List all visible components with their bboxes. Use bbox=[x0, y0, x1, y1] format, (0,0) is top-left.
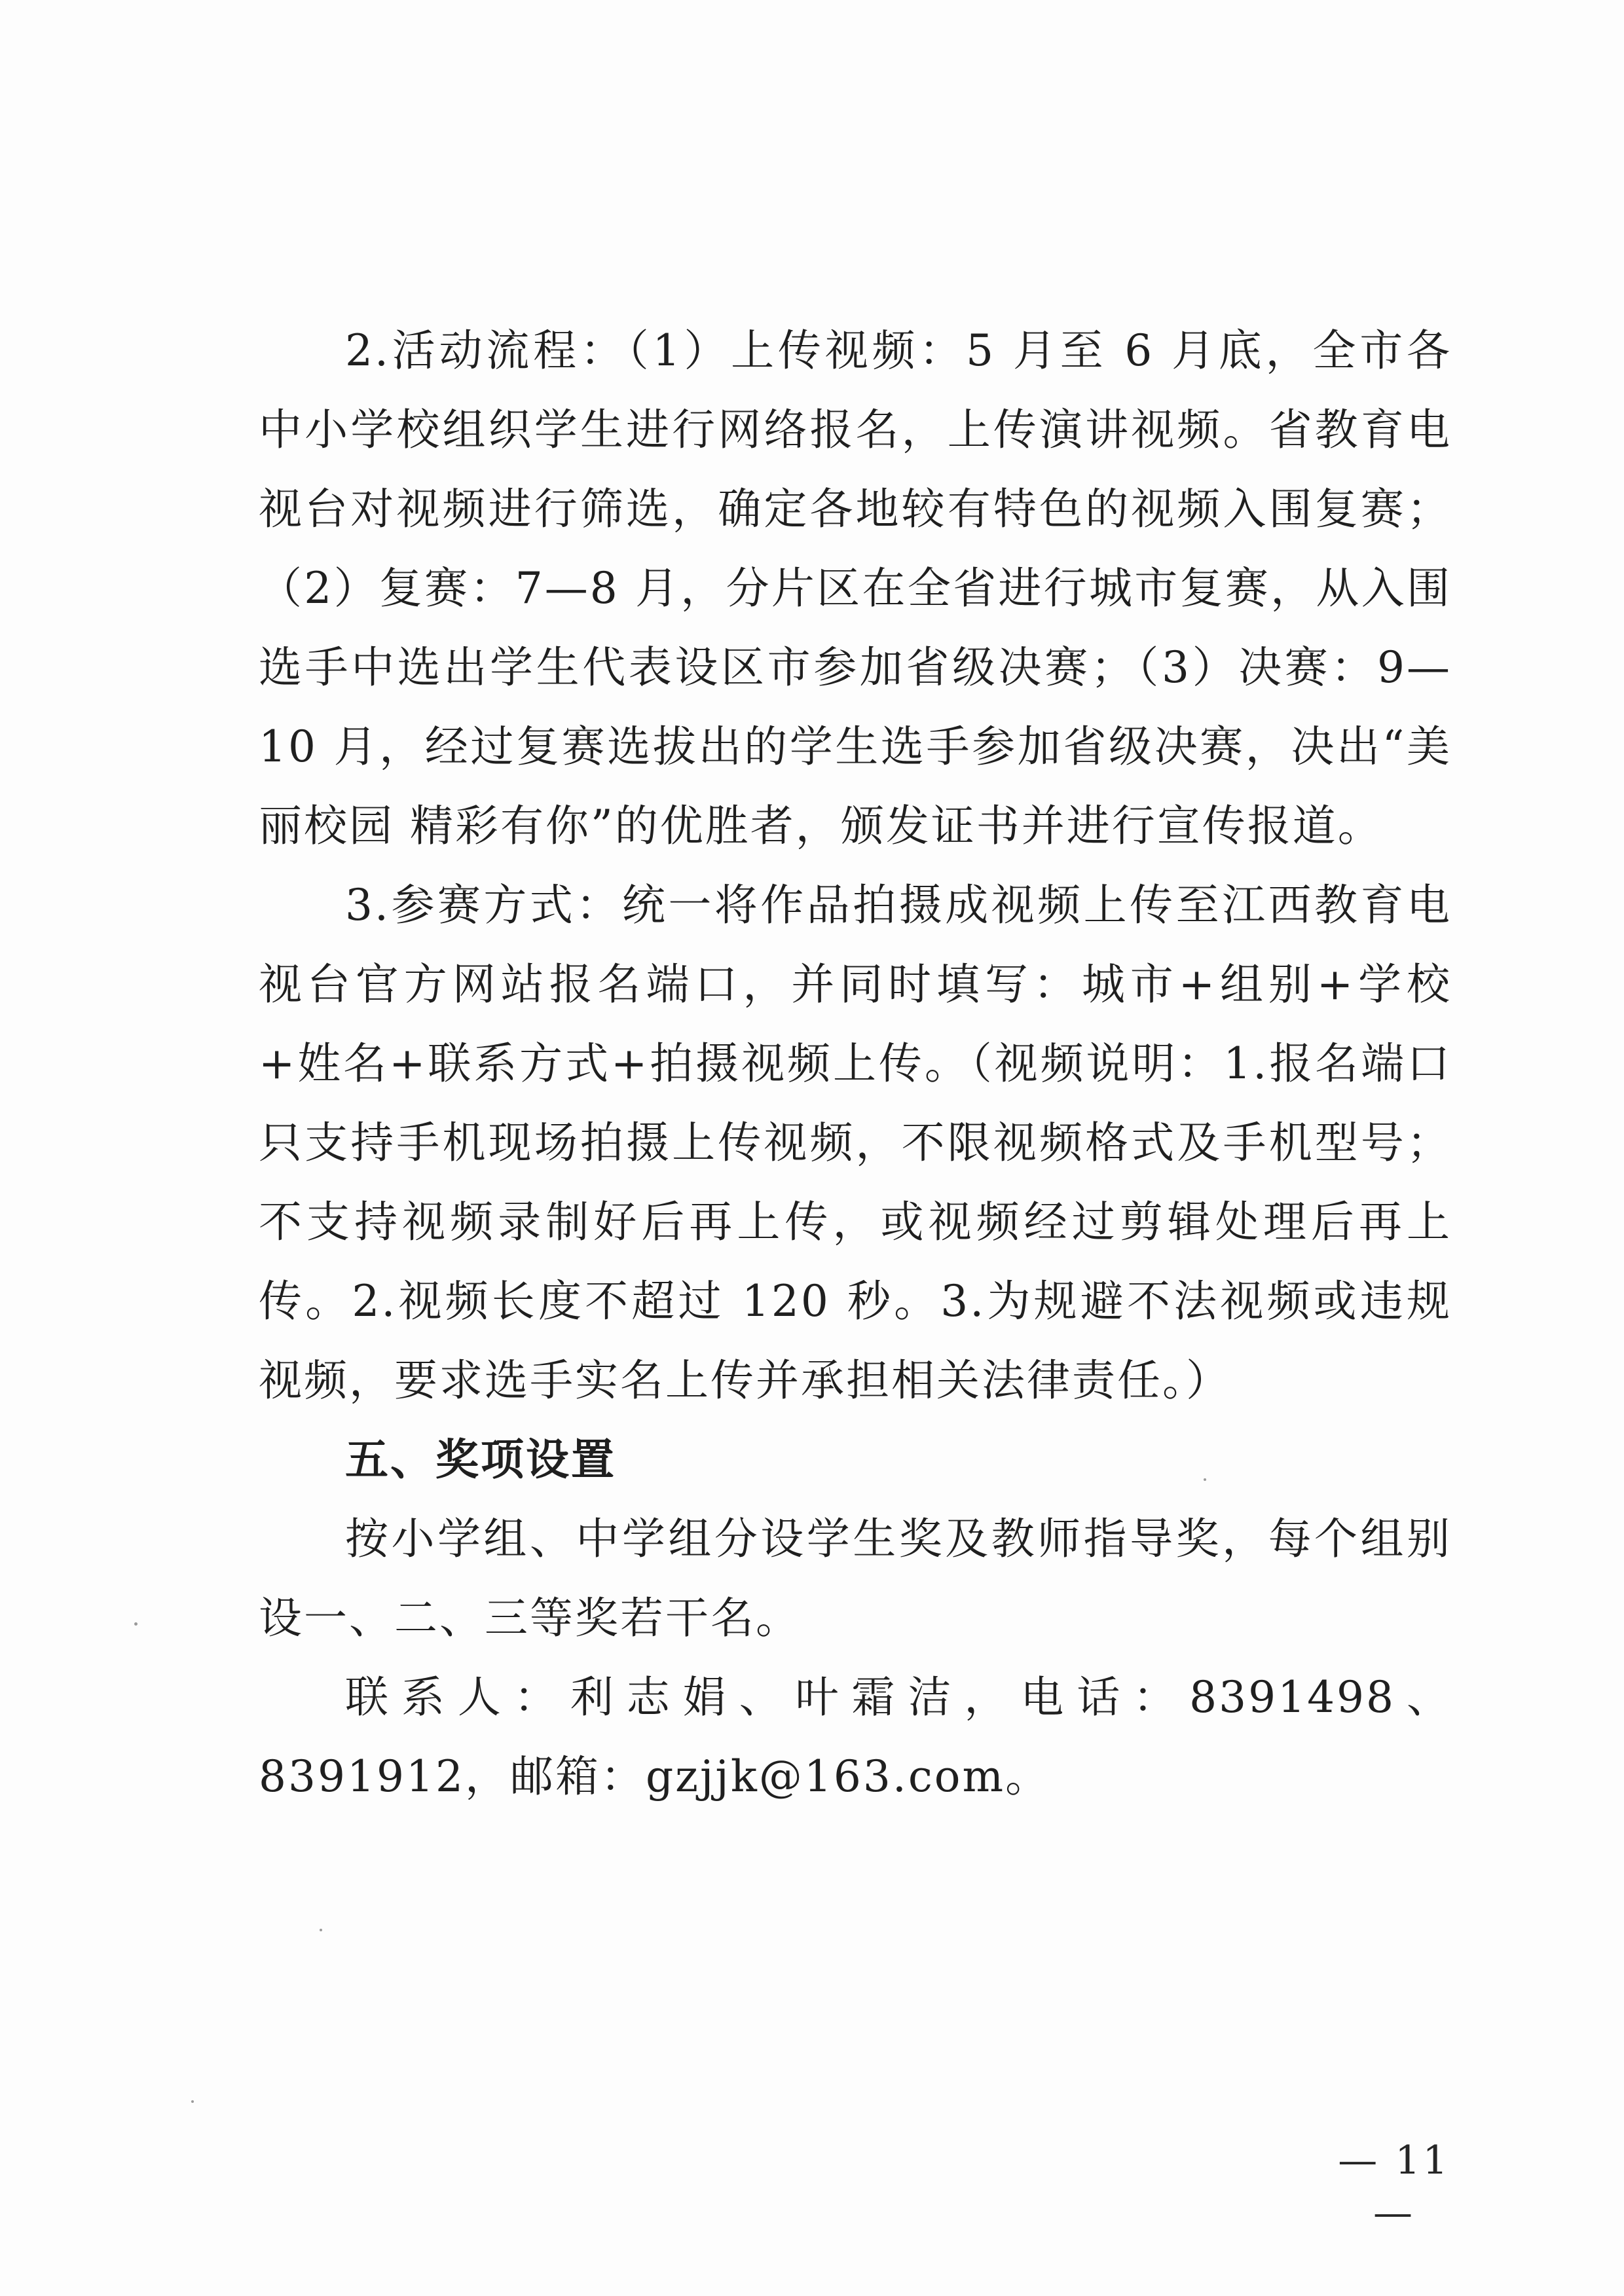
paragraph-contact-info: 联系人：利志娟、叶霜洁，电话：8391498、8391912，邮箱：gzjjk@163.com。 bbox=[259, 1672, 1452, 1802]
scan-speck bbox=[191, 2100, 194, 2103]
scan-speck bbox=[1204, 1478, 1206, 1481]
paragraph-participation-method: 3.参赛方式：统一将作品拍摄成视频上传至江西教育电视台官方网站报名端口，并同时填写：城市+组别+学校+姓名+联系方式+拍摄视频上传。（视频说明：1.报名端口只支持手机现场拍摄上传视频，不限视频格式及手机型号；不支持视频录制好后再上传，或视频经过剪辑处理后再上传。2.视频长度不超过 120 秒。3.为规避不法视频或违规视频，要求选手实名上传并承担相关法律责任。） bbox=[259, 880, 1452, 1406]
paragraph-award-settings: 按小学组、中学组分设学生奖及教师指导奖，每个组别设一、二、三等奖若干名。 bbox=[259, 1514, 1452, 1643]
scan-speck bbox=[134, 1622, 138, 1626]
page-number: — 11 — bbox=[1338, 2138, 1450, 2236]
scan-speck bbox=[320, 1929, 322, 1931]
section-heading-awards: 五、奖项设置 bbox=[345, 1434, 616, 1485]
document-body bbox=[259, 311, 1452, 1816]
paragraph-activity-process: 2.活动流程：（1）上传视频：5 月至 6 月底，全市各中小学校组织学生进行网络报名，上传演讲视频。省教育电视台对视频进行筛选，确定各地较有特色的视频入围复赛；（2）复赛：7—8 月，分片区在全省进行城市复赛，从入围选手中选出学生代表设区市参加省级决赛；（3）决赛：9—10 月，经过复赛选拔出的学生选手参加省级决赛，决出“美丽校园 精彩有你”的优胜者，颁发证书并进行宣传报道。 bbox=[259, 325, 1452, 851]
